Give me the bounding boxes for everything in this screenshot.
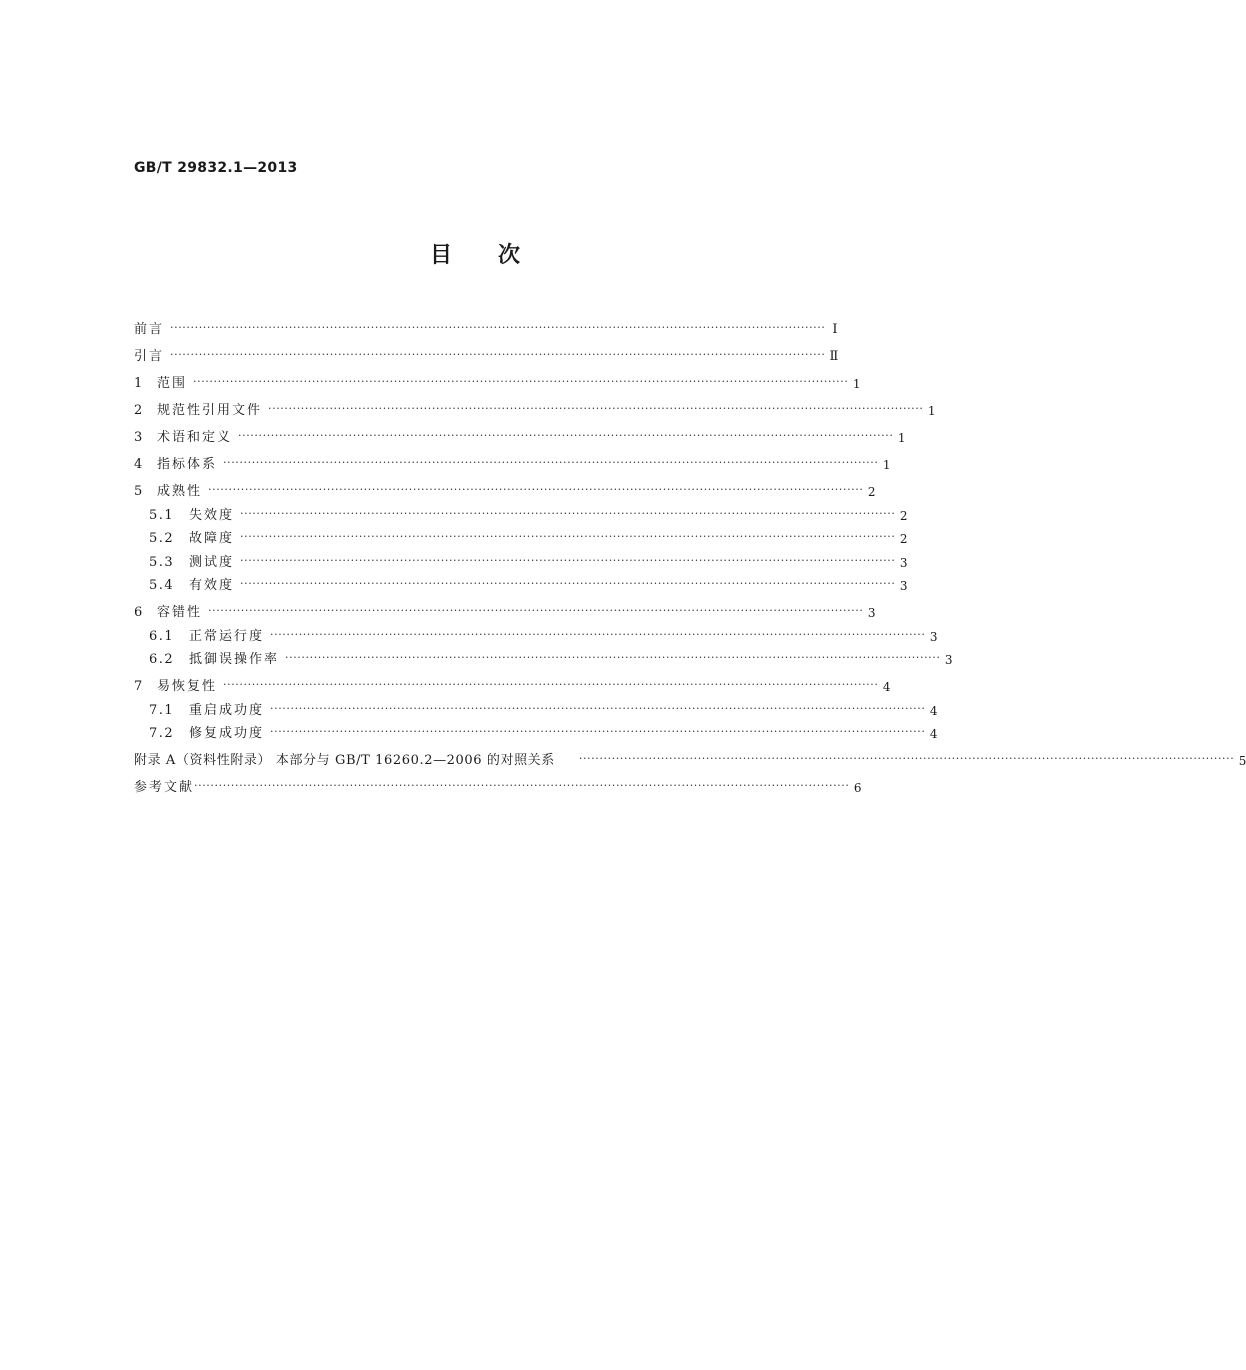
toc-entry-text: 范围 (157, 376, 188, 391)
toc-leader-dots: ································································································································································ (238, 429, 894, 442)
page-title: 目次 (429, 243, 566, 268)
toc-leader-dots: ································································································································································ (170, 348, 826, 361)
toc-page-number: 2 (899, 532, 908, 546)
toc-page-number: 3 (944, 653, 953, 667)
toc-leader-dots: ································································································································································ (208, 483, 864, 496)
toc-entry-text: 重启成功度 (189, 702, 265, 718)
toc-leader-dots: ································································································································································ (193, 375, 849, 388)
toc-page-number: 3 (899, 579, 908, 593)
toc-entry-foreword[interactable] (134, 310, 838, 337)
toc-leader-dots: ································································································································································ (240, 577, 896, 590)
toc-entry-annex-a[interactable] (134, 741, 1246, 768)
toc-page-number: 4 (882, 680, 891, 694)
toc-page-number: Ⅱ (829, 349, 839, 364)
toc-entry-text: 抵御误操作率 (189, 652, 280, 667)
toc-entry-text: 正常运行度 (189, 628, 265, 644)
toc-entry-number: 5.2 (149, 531, 175, 546)
toc-entry-text: 术语和定义 (157, 430, 233, 445)
toc-leader-dots: ································································································································································ (285, 651, 941, 664)
toc-entry-6-1[interactable] (134, 620, 938, 644)
toc-page-number: 4 (929, 727, 938, 741)
toc-entry-number: 3 (134, 430, 144, 445)
toc-leader-dots: ································································································································································ (240, 506, 896, 520)
toc-entry-text: 成熟性 (157, 484, 203, 499)
toc-leader-dots: ································································································································································ (240, 530, 896, 543)
toc-entry-7-1[interactable] (134, 694, 938, 718)
toc-entry-text: 指标体系 (157, 457, 218, 472)
toc-page-number: 1 (897, 431, 906, 445)
toc-page-number: 2 (867, 485, 876, 499)
toc-entry-4[interactable] (134, 445, 891, 472)
toc-entry-number: 6.2 (149, 652, 175, 667)
toc-page-number: 1 (927, 404, 936, 418)
toc-entry-number: 1 (134, 376, 144, 391)
toc-entry-text: 有效度 (189, 578, 235, 593)
toc-leader-dots: ································································································································································ (578, 752, 1235, 765)
toc-entry-number: 5.4 (149, 578, 175, 593)
toc-entry-1[interactable] (134, 364, 861, 391)
toc-entry-number: 7 (134, 679, 144, 694)
toc-entry-text: 引言 (134, 349, 165, 364)
toc-page-number: 3 (929, 629, 938, 644)
toc-entry-text: 测试度 (189, 554, 235, 570)
toc-entry-text: 故障度 (189, 531, 235, 546)
toc-entry-5-1[interactable] (134, 499, 908, 523)
toc-entry-text: 修复成功度 (189, 726, 265, 741)
toc-leader-dots: ································································································································································ (270, 725, 926, 738)
toc-leader-dots: ································································································································································ (270, 627, 926, 641)
toc-entry-text: 规范性引用文件 (157, 403, 263, 418)
toc-entry-7[interactable] (134, 667, 891, 694)
toc-leader-dots: ································································································································································ (208, 604, 864, 617)
toc-entry-5-3[interactable] (134, 546, 908, 570)
toc-page-number: 1 (882, 458, 891, 472)
toc-entry-number: 7.2 (149, 726, 175, 741)
toc-leader-dots: ································································································································································ (223, 456, 879, 469)
toc-entry-7-2[interactable] (134, 718, 938, 742)
toc-entry-number: 6.1 (149, 628, 175, 644)
toc-leader-dots: ································································································································································ (268, 402, 924, 415)
toc-leader-dots: ································································································································································ (223, 678, 879, 691)
toc-entry-number: 5.1 (149, 507, 175, 523)
toc-entry-text: 前言 (134, 322, 165, 337)
toc-entry-number: 5.3 (149, 554, 175, 570)
toc-page-number: 2 (899, 508, 908, 523)
toc-entry-3[interactable] (134, 418, 906, 445)
toc-entry-introduction[interactable] (134, 337, 839, 364)
toc-leader-dots: ································································································································································ (270, 701, 926, 715)
toc-entry-text: 参考文献 (134, 780, 195, 795)
toc-entry-5-2[interactable] (134, 523, 908, 547)
toc-entry-text: 附录 A（资料性附录） 本部分与 GB/T 16260.2—2006 的对照关系 (134, 753, 555, 768)
toc-page-number: 6 (853, 781, 862, 795)
toc-entry-2[interactable] (134, 391, 936, 418)
toc-entry-text: 易恢复性 (157, 679, 218, 694)
toc-entry-text: 失效度 (189, 507, 235, 523)
toc-leader-dots: ································································································································································ (194, 779, 850, 792)
toc-entry-text: 容错性 (157, 605, 203, 620)
toc-entry-number: 7.1 (149, 702, 175, 718)
toc-entry-number: 5 (134, 484, 144, 499)
toc-page-number: 3 (899, 555, 908, 570)
toc-entry-5[interactable] (134, 472, 876, 499)
toc-entry-number: 6 (134, 605, 144, 620)
toc-entry-6[interactable] (134, 593, 876, 620)
toc-entry-number: 4 (134, 457, 144, 472)
toc-page-number: 3 (867, 606, 876, 620)
table-of-contents (134, 310, 1246, 795)
standard-code: GB/T 29832.1—2013 (134, 160, 298, 176)
toc-page-number: 5 (1238, 754, 1246, 768)
toc-entry-number: 2 (134, 403, 144, 418)
toc-page-number: 1 (852, 377, 861, 391)
toc-leader-dots: ································································································································································ (240, 553, 896, 567)
toc-entry-5-4[interactable] (134, 570, 908, 594)
toc-page-number: Ⅰ (832, 322, 838, 337)
toc-entry-6-2[interactable] (134, 644, 953, 668)
toc-entry-bibliography[interactable] (134, 768, 862, 795)
toc-leader-dots: ································································································································································ (170, 321, 826, 334)
toc-page-number: 4 (929, 703, 938, 718)
